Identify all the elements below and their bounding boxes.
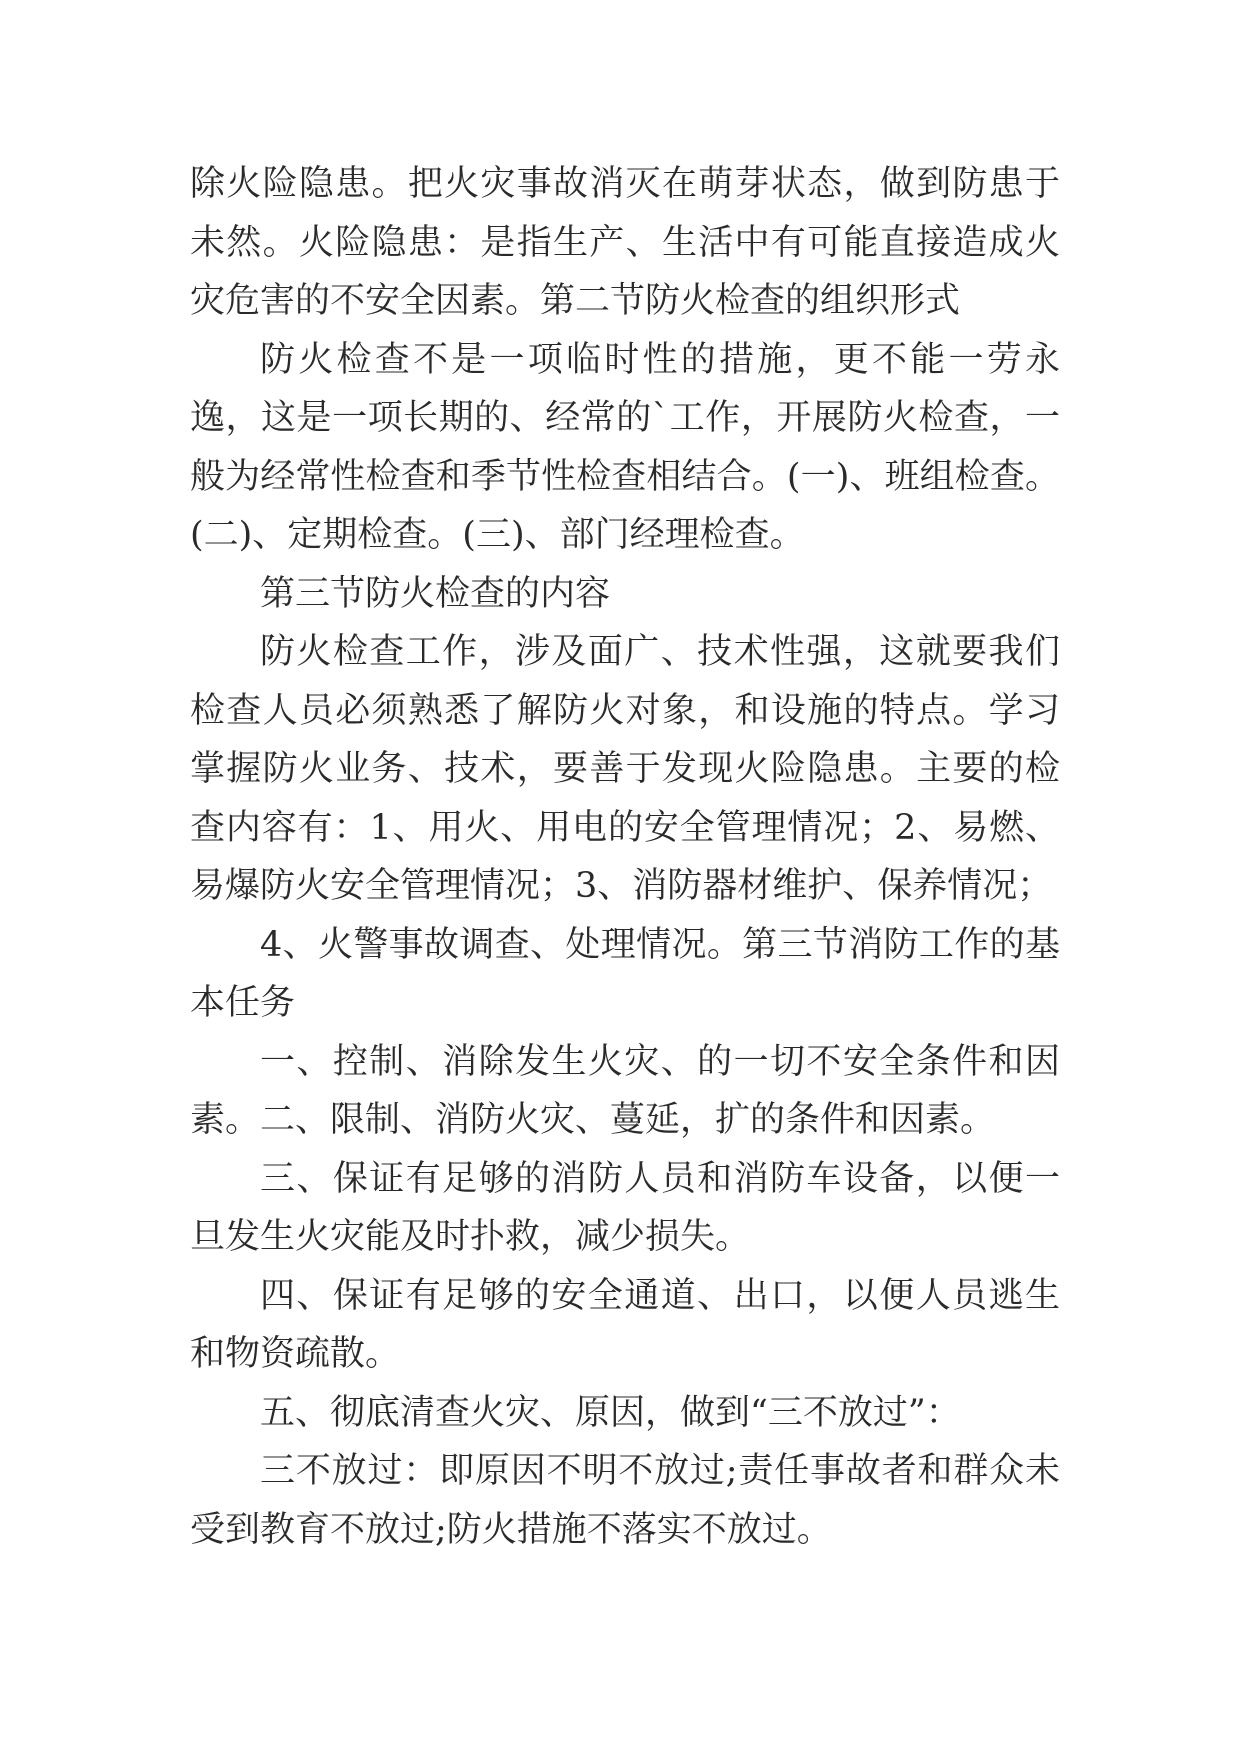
paragraph-3-heading: 第三节防火检查的内容 <box>260 573 611 614</box>
paragraph-8: 四、保证有足够的安全通道、出口，以便人员逃生和物资疏散。 <box>190 1275 1060 1374</box>
paragraph-6: 一、控制、消除发生火灾、的一切不安全条件和因素。二、限制、消防火灾、蔓延，扩的条件和因素。 <box>190 1041 1060 1140</box>
paragraph-1: 除火险隐患。把火灾事故消灭在萌芽状态，做到防患于未然。火险隐患：是指生产、生活中有可能直接造成火灾危害的不安全因素。第二节防火检查的组织形式 <box>190 164 1060 321</box>
paragraph-10: 三不放过：即原因不明不放过;责任事故者和群众未受到教育不放过;防火措施不落实不放过。 <box>190 1451 1060 1550</box>
paragraph-4: 防火检查工作，涉及面广、技术性强，这就要我们检查人员必须熟悉了解防火对象，和设施的特点。学习掌握防火业务、技术，要善于发现火险隐患。主要的检查内容有：1、用火、用电的安全管理情况；2、易燃、易爆防火安全管理情况；3、消防器材维护、保养情况； <box>190 632 1060 906</box>
paragraph-5: 4、火警事故调查、处理情况。第三节消防工作的基本任务 <box>190 924 1060 1023</box>
document-body <box>190 155 1060 1559</box>
paragraph-7: 三、保证有足够的消防人员和消防车设备，以便一旦发生火灾能及时扑救，减少损失。 <box>190 1158 1060 1257</box>
paragraph-2: 防火检查不是一项临时性的措施，更不能一劳永逸，这是一项长期的、经常的`工作，开展防火检查，一般为经常性检查和季节性检查相结合。(一)、班组检查。(二)、定期检查。(三)、部门经理检查。 <box>190 339 1060 555</box>
paragraph-9: 五、彻底清查火灾、原因，做到“三不放过”： <box>260 1392 961 1433</box>
